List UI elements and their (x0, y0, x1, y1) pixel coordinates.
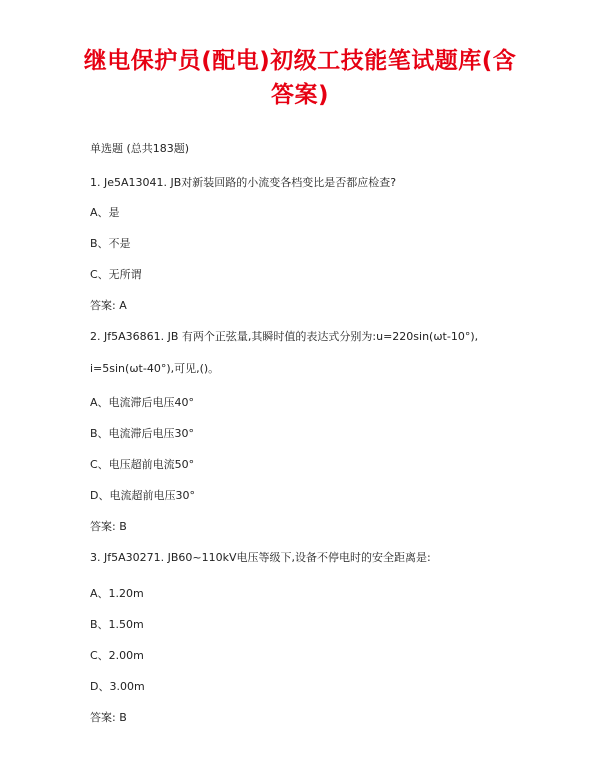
title-line-1: 继电保护员(配电)初级工技能笔试题库(含 (83, 48, 517, 74)
title-line-2: 答案) (270, 82, 329, 108)
question-2-option-a: A、电流滞后电压40° (90, 396, 195, 409)
question-1-option-c: C、无所谓 (90, 268, 142, 281)
question-2-option-c: C、电压超前电流50° (90, 458, 195, 471)
question-2-option-b: B、电流滞后电压30° (90, 427, 195, 440)
question-3-answer: 答案: B (90, 711, 127, 724)
document-title (40, 44, 560, 112)
question-2-option-d: D、电流超前电压30° (90, 489, 195, 502)
question-1-answer: 答案: A (90, 299, 127, 312)
question-2-stem-line-2: i=5sin(ωt-40°),可见,()。 (90, 362, 220, 375)
question-1-option-b: B、不是 (90, 237, 131, 250)
question-1-option-a: A、是 (90, 206, 120, 219)
question-1-stem: 1. Je5A13041. JB对新装回路的小流变各档变比是否都应检查? (90, 176, 397, 189)
question-3-option-c: C、2.00m (90, 649, 144, 662)
question-3-option-d: D、3.00m (90, 680, 145, 693)
question-2-answer: 答案: B (90, 520, 127, 533)
question-2-stem-line-1: 2. Jf5A36861. JB 有两个正弦量,其瞬时值的表达式分别为:u=220sin(ωt-10°), (90, 330, 479, 343)
question-3-option-a: A、1.20m (90, 587, 144, 600)
question-3-option-b: B、1.50m (90, 618, 144, 631)
question-3-stem: 3. Jf5A30271. JB60~110kV电压等级下,设备不停电时的安全距离是: (90, 551, 431, 564)
section-header: 单选题 (总共183题) (90, 142, 190, 155)
